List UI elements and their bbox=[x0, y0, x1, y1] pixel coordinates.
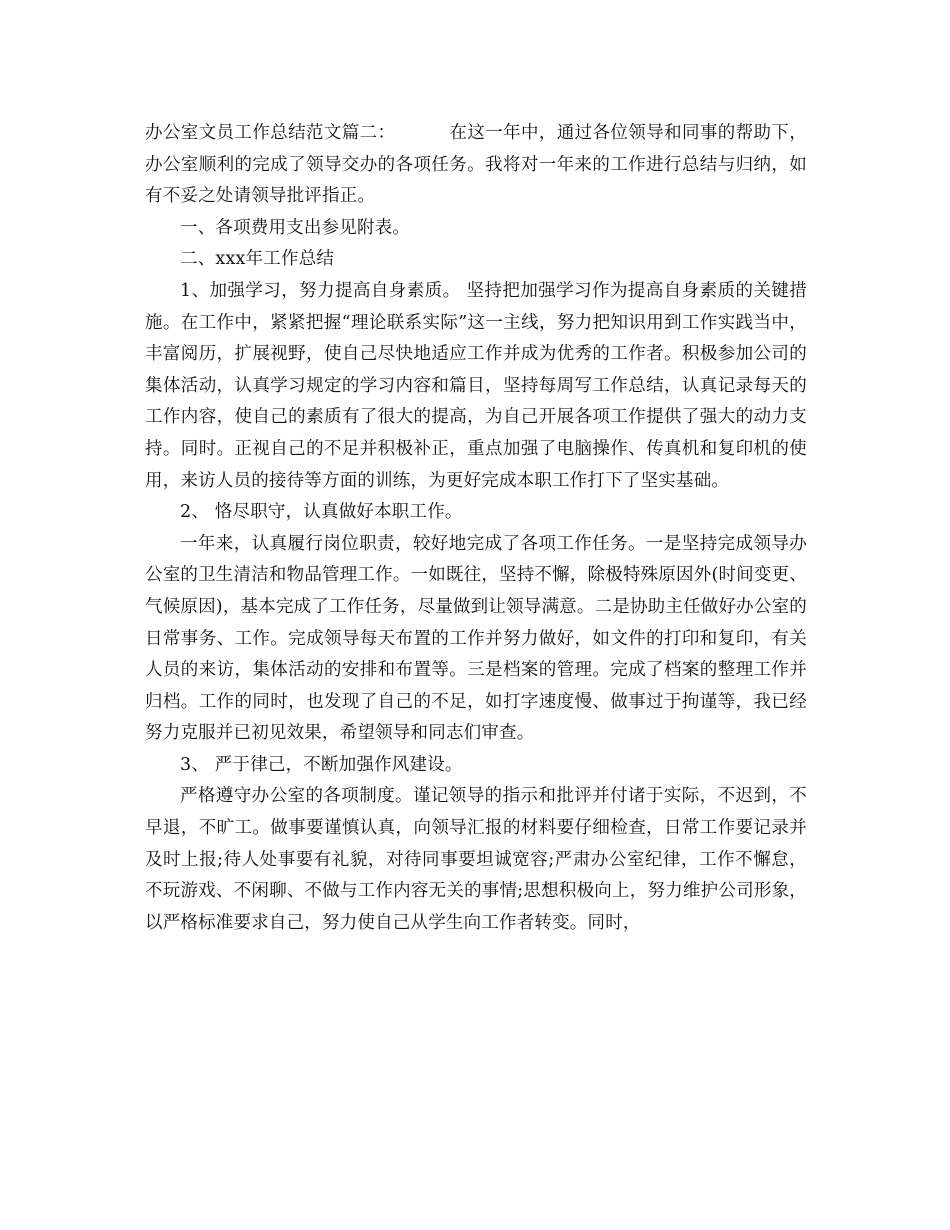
intro-text: 在这一年中，通过各位领导和同事的帮助下，办公室顺利的完成了领导交办的各项任务。我将对一年来的工作进行总结与归纳，如有不妥之处请领导批评指正。 bbox=[145, 123, 807, 207]
section-heading-discipline: 3、 严于律己，不断加强作风建设。 bbox=[180, 754, 463, 775]
section-heading-duty: 2、 恪尽职守，认真做好本职工作。 bbox=[180, 502, 463, 523]
section-heading-expenses: 一、各项费用支出参见附表。 bbox=[180, 217, 411, 238]
document-title: 办公室文员工作总结范文篇二： bbox=[145, 123, 396, 143]
intro-paragraph bbox=[145, 118, 807, 213]
paragraph-duty: 一年来，认真履行岗位职责，较好地完成了各项工作任务。一是坚持完成领导办公室的卫生清洁和物品管理工作。一如既往，坚持不懈，除极特殊原因外(时间变更、气候原因)，基本完成了工作任务，尽量做到让领导满意。二是协助主任做好办公室的日常事务、工作。完成领导每天布置的工作并努力做好，如文件的打印和复印，有关人员的来访，集体活动的安排和布置等。三是档案的管理。完成了档案的整理工作并归档。工作的同时，也发现了自己的不足，如打字速度慢、做事过于拘谨等，我已经努力克服并已初见效果，希望领导和同志们审查。 bbox=[145, 533, 807, 744]
paragraph-study: 1、加强学习，努力提高自身素质。 坚持把加强学习作为提高自身素质的关键措施。在工作中，紧紧把握“理论联系实际”这一主线，努力把知识用到工作实践当中，丰富阅历，扩展视野，使自己尽快地适应工作并成为优秀的工作者。积极参加公司的集体活动，认真学习规定的学习内容和篇目，坚持每周写工作总结，认真记录每天的工作内容，使自己的素质有了很大的提高，为自己开展各项工作提供了强大的动力支持。同时。正视自己的不足并积极补正，重点加强了电脑操作、传真机和复印机的使用，来访人员的接待等方面的训练，为更好完成本职工作打下了坚实基础。 bbox=[145, 280, 807, 491]
document-body bbox=[145, 118, 807, 939]
section-heading-summary: 二、xxx年工作总结 bbox=[180, 249, 335, 270]
paragraph-discipline: 严格遵守办公室的各项制度。谨记领导的指示和批评并付诸于实际，不迟到，不早退，不旷工。做事要谨慎认真，向领导汇报的材料要仔细检查，日常工作要记录并及时上报;待人处事要有礼貌，对待同事要坦诚宽容;严肃办公室纪律，工作不懈怠，不玩游戏、不闲聊、不做与工作内容无关的事情;思想积极向上，努力维护公司形象，以严格标准要求自己，努力使自己从学生向工作者转变。同时， bbox=[145, 786, 807, 933]
